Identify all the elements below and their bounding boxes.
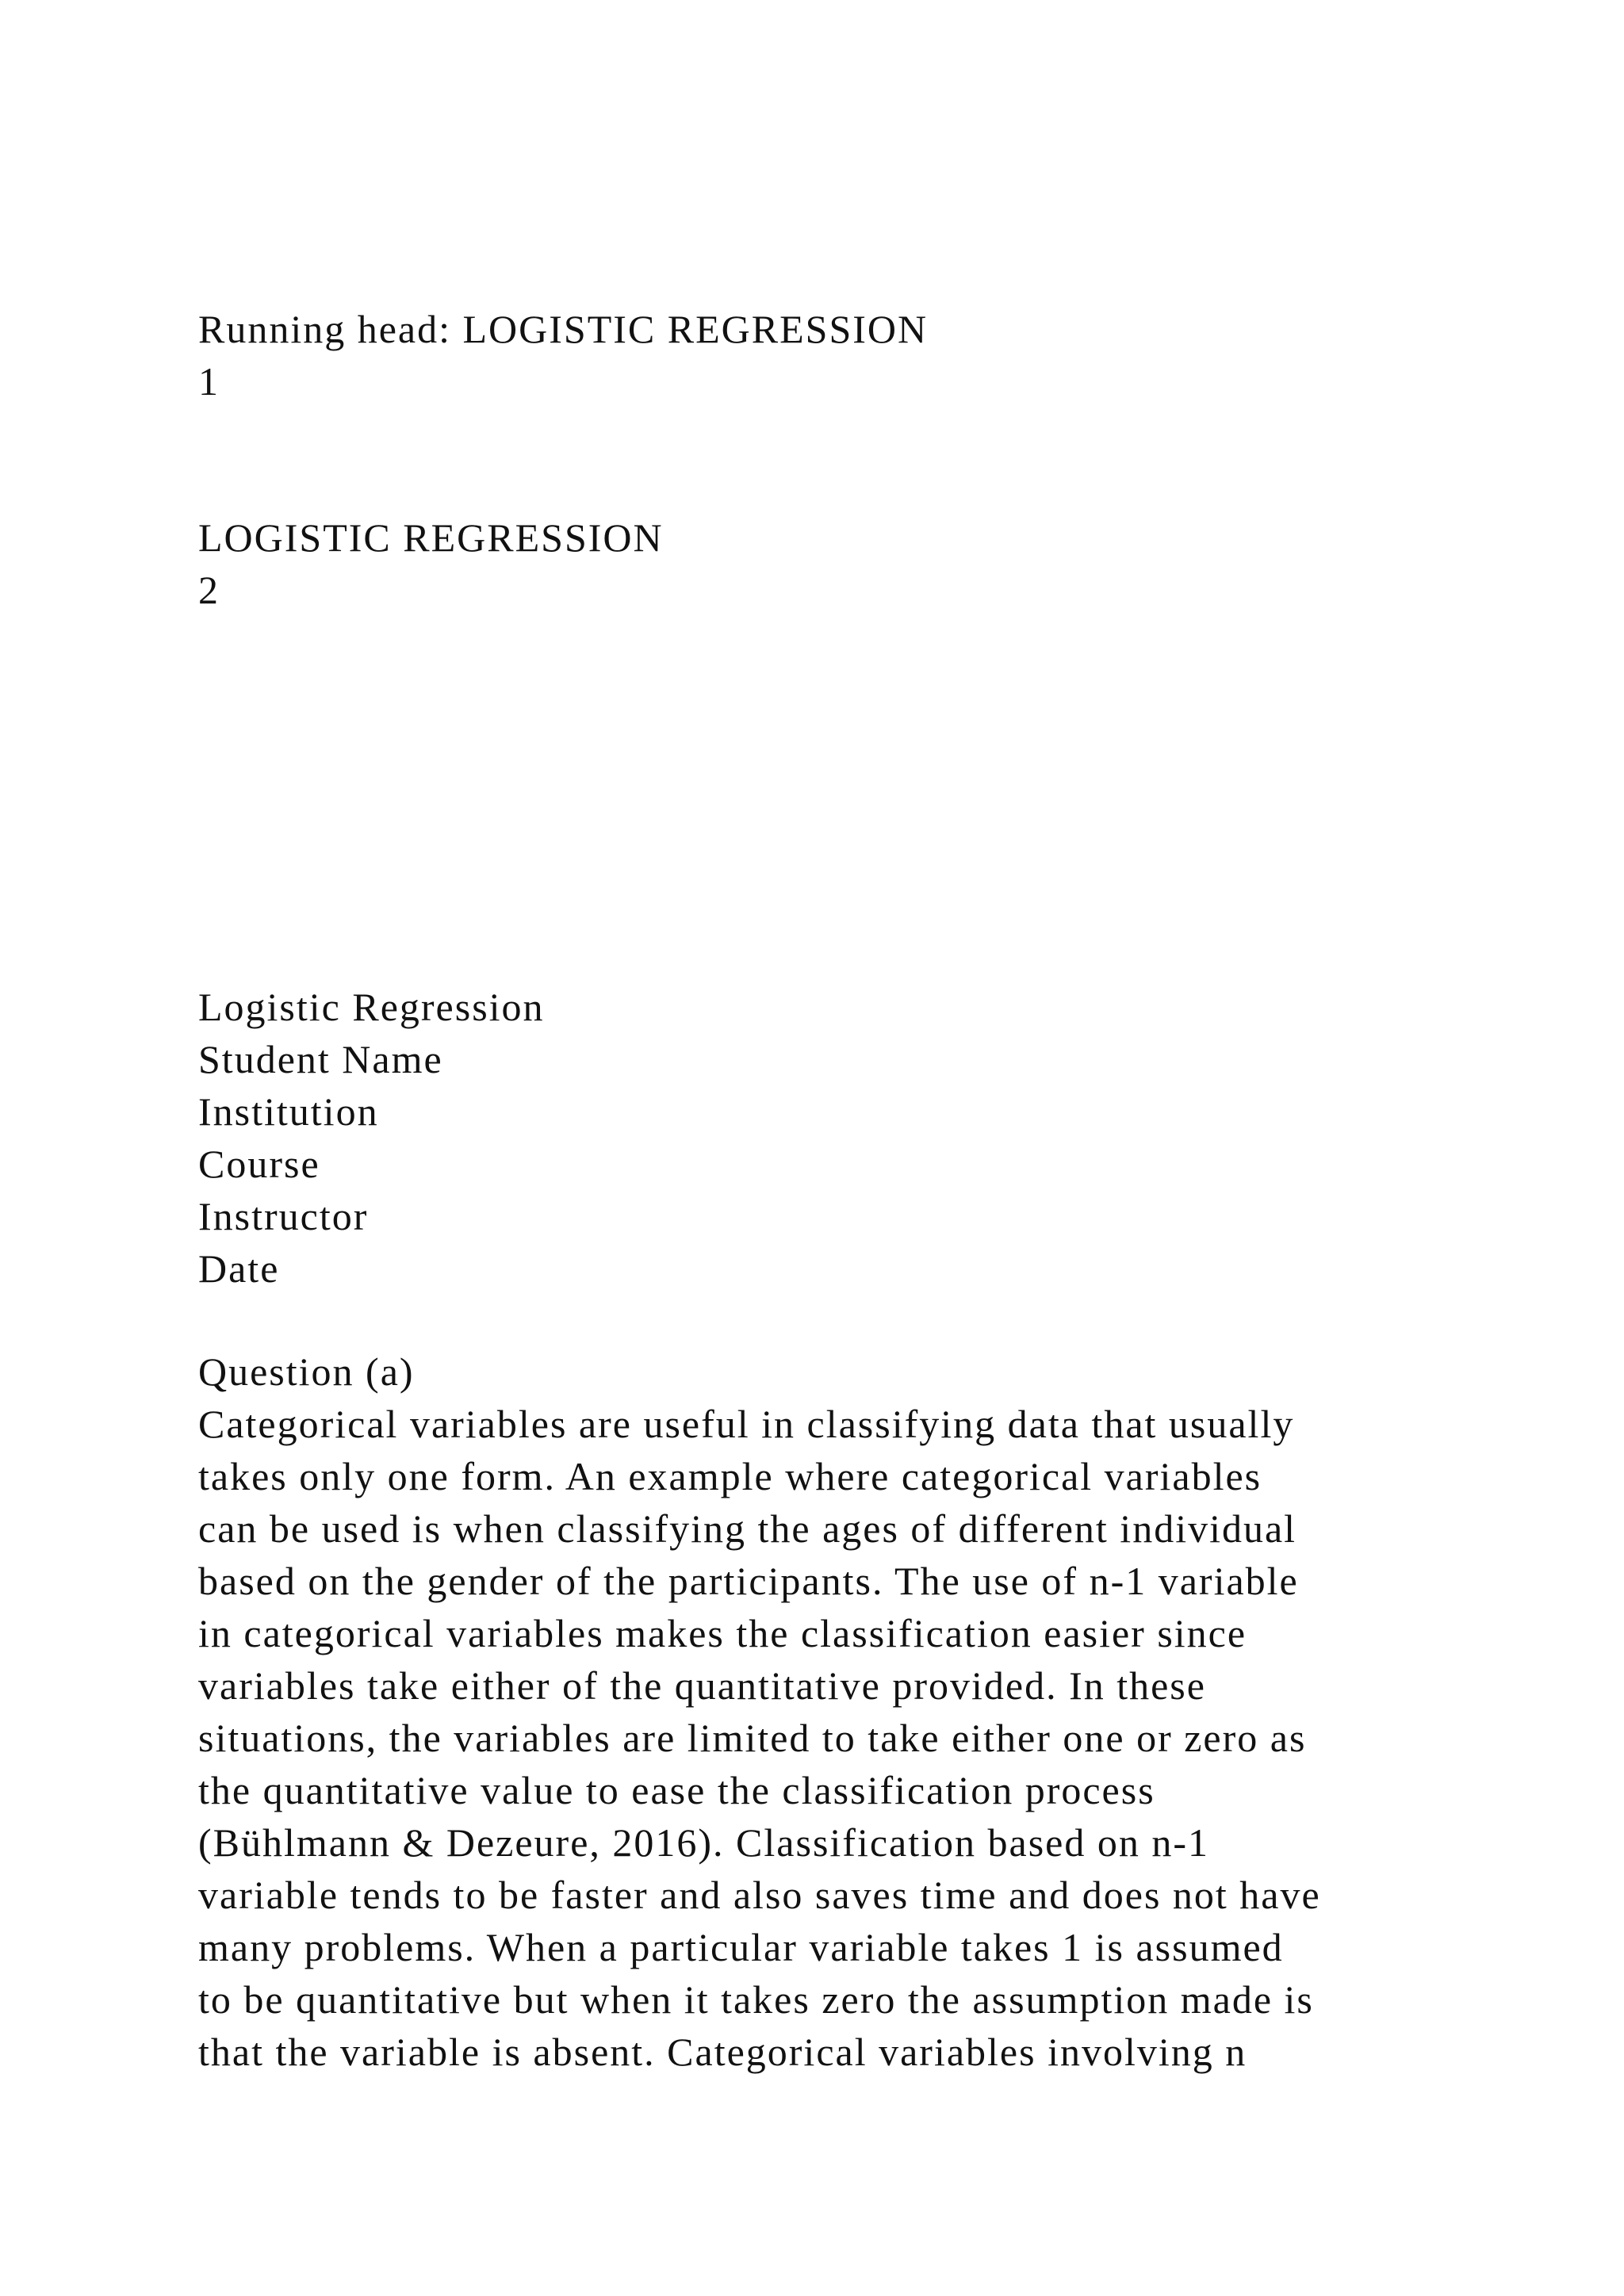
page-header-page-number: 2: [198, 568, 220, 612]
body-line: based on the gender of the participants. The use of n-1 variable: [198, 1559, 1299, 1603]
body-line: takes only one form. An example where categorical variables: [198, 1454, 1262, 1498]
instructor: Instructor: [198, 1194, 369, 1238]
running-head-page-number: 1: [198, 359, 220, 404]
question-section: [198, 1345, 1321, 2078]
section-heading: Question (a): [198, 1349, 415, 1394]
body-line: to be quantitative but when it takes zero the assumption made is: [198, 1977, 1314, 2022]
body-line: many problems. When a particular variable takes 1 is assumed: [198, 1925, 1284, 1969]
body-line: the quantitative value to ease the classification process: [198, 1768, 1155, 1812]
body-line: variables take either of the quantitative provided. In these: [198, 1663, 1206, 1708]
institution: Institution: [198, 1089, 379, 1134]
body-line: (Bühlmann & Dezeure, 2016). Classification based on n-1: [198, 1820, 1209, 1865]
student-name: Student Name: [198, 1037, 443, 1081]
body-line: can be used is when classifying the ages of different individual: [198, 1506, 1297, 1551]
running-head: Running head: LOGISTIC REGRESSION: [198, 307, 929, 351]
paper-title: Logistic Regression: [198, 985, 545, 1029]
body-line: that the variable is absent. Categorical variables involving n: [198, 2030, 1247, 2074]
course: Course: [198, 1142, 320, 1186]
body-line: situations, the variables are limited to take either one or zero as: [198, 1716, 1307, 1760]
body-line: Categorical variables are useful in classifying data that usually: [198, 1402, 1295, 1446]
date: Date: [198, 1246, 280, 1291]
body-line: in categorical variables makes the classification easier since: [198, 1611, 1247, 1655]
page-header: LOGISTIC REGRESSION: [198, 515, 664, 560]
title-block: [198, 981, 545, 1295]
body-line: variable tends to be faster and also saves time and does not have: [198, 1873, 1321, 1917]
